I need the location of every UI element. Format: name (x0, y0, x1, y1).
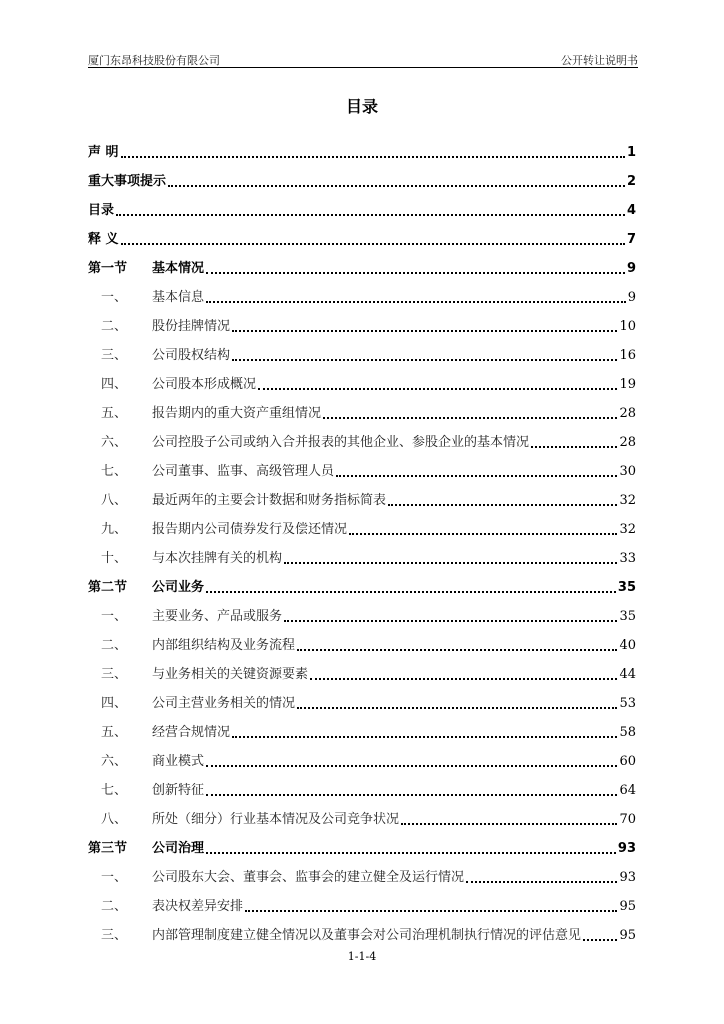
toc-leader-dots (466, 871, 617, 883)
toc-entry-label: 公司股权结构 (152, 348, 231, 363)
toc-entry-label: 股份挂牌情况 (152, 319, 231, 334)
toc-entry[interactable] (88, 509, 636, 538)
toc-entry-page: 93 (619, 870, 636, 885)
toc-entry-number: 二、 (101, 899, 128, 914)
toc-entry-number: 四、 (101, 377, 128, 392)
toc-entry-label: 公司治理 (152, 841, 205, 856)
toc-leader-dots (284, 552, 617, 564)
page-number: 1-1-4 (347, 950, 377, 963)
toc-entry[interactable] (88, 712, 636, 741)
toc-entry[interactable] (88, 451, 636, 480)
toc-entry[interactable] (88, 799, 636, 828)
toc-entry[interactable] (88, 190, 636, 219)
toc-entry-number: 十、 (101, 551, 128, 566)
toc-entry-number: 九、 (101, 522, 128, 537)
toc-leader-dots (232, 320, 617, 332)
toc-entry-page: 95 (619, 928, 636, 943)
page-header (88, 50, 638, 68)
toc-entry-label: 基本信息 (152, 290, 205, 305)
toc-entry-label: 最近两年的主要会计数据和财务指标简表 (152, 493, 387, 508)
toc-entry-label: 公司股本形成概况 (152, 377, 257, 392)
toc-entry-label: 公司控股子公司或纳入合并报表的其他企业、参股企业的基本情况 (152, 435, 530, 450)
toc-entry-page: 30 (619, 464, 636, 479)
toc-leader-dots (121, 146, 625, 158)
toc-entry-number: 二、 (101, 638, 128, 653)
toc-leader-dots (531, 436, 617, 448)
toc-entry[interactable] (88, 393, 636, 422)
toc-entry-page: 35 (619, 609, 636, 624)
toc-entry-number: 一、 (101, 290, 128, 305)
toc-leader-dots (258, 378, 617, 390)
toc-entry-number: 五、 (101, 406, 128, 421)
toc-entry-page: 10 (619, 319, 636, 334)
toc-entry-label: 主要业务、产品或服务 (152, 609, 283, 624)
toc-entry[interactable] (88, 277, 636, 306)
toc-leader-dots (121, 233, 625, 245)
toc-leader-dots (206, 262, 625, 274)
toc-leader-dots (245, 900, 617, 912)
toc-entry-number: 第一节 (88, 261, 128, 276)
toc-entry-label: 公司业务 (152, 580, 205, 595)
toc-entry-label: 报告期内的重大资产重组情况 (152, 406, 322, 421)
toc-entry-number: 第二节 (88, 580, 128, 595)
toc-entry-page: 19 (619, 377, 636, 392)
toc-entry[interactable] (88, 364, 636, 393)
table-of-contents (88, 132, 636, 944)
toc-entry[interactable] (88, 741, 636, 770)
toc-entry-page: 53 (619, 696, 636, 711)
toc-entry-page: 64 (619, 783, 636, 798)
toc-entry-number: 七、 (101, 464, 128, 479)
toc-entry-number: 七、 (101, 783, 128, 798)
toc-entry-number: 三、 (101, 348, 128, 363)
toc-entry-label: 目录 (88, 203, 115, 218)
toc-entry-label: 所处（细分）行业基本情况及公司竞争状况 (152, 812, 400, 827)
toc-leader-dots (206, 581, 616, 593)
toc-leader-dots (583, 929, 617, 941)
toc-entry-label: 报告期内公司债券发行及偿还情况 (152, 522, 348, 537)
toc-entry-page: 28 (619, 435, 636, 450)
toc-entry-page: 28 (619, 406, 636, 421)
toc-entry-page: 95 (619, 899, 636, 914)
toc-entry[interactable] (88, 683, 636, 712)
header-divider (88, 67, 638, 68)
toc-entry-number: 八、 (101, 812, 128, 827)
toc-entry-page: 2 (626, 174, 636, 189)
toc-entry[interactable] (88, 219, 636, 248)
toc-leader-dots (323, 407, 617, 419)
toc-entry[interactable] (88, 306, 636, 335)
toc-entry[interactable] (88, 915, 636, 944)
toc-leader-dots (310, 668, 617, 680)
company-name: 厦门东昂科技股份有限公司 (88, 54, 220, 67)
toc-leader-dots (206, 842, 616, 854)
toc-entry-number: 一、 (101, 609, 128, 624)
toc-entry-page: 32 (619, 493, 636, 508)
toc-entry-label: 经营合规情况 (152, 725, 231, 740)
toc-entry-label: 重大事项提示 (88, 174, 167, 189)
toc-entry[interactable] (88, 132, 636, 161)
toc-entry-label: 内部管理制度建立健全情况以及董事会对公司治理机制执行情况的评估意见 (152, 928, 582, 943)
toc-entry-label: 内部组织结构及业务流程 (152, 638, 296, 653)
toc-leader-dots (336, 465, 617, 477)
toc-leader-dots (232, 349, 617, 361)
toc-entry-label: 与本次挂牌有关的机构 (152, 551, 283, 566)
page-title: 目录 (345, 97, 378, 116)
toc-entry-label: 公司主营业务相关的情况 (152, 696, 296, 711)
toc-entry-page: 35 (617, 580, 636, 595)
toc-entry-number: 三、 (101, 667, 128, 682)
toc-entry-number: 一、 (101, 870, 128, 885)
toc-entry-page: 58 (619, 725, 636, 740)
toc-entry-label: 创新特征 (152, 783, 205, 798)
toc-entry[interactable] (88, 828, 636, 857)
toc-entry-number: 二、 (101, 319, 128, 334)
toc-entry[interactable] (88, 567, 636, 596)
toc-entry[interactable] (88, 596, 636, 625)
toc-entry[interactable] (88, 770, 636, 799)
toc-leader-dots (388, 494, 617, 506)
toc-leader-dots (297, 697, 617, 709)
toc-entry[interactable] (88, 248, 636, 277)
toc-leader-dots (401, 813, 617, 825)
toc-entry[interactable] (88, 625, 636, 654)
toc-entry-number: 四、 (101, 696, 128, 711)
toc-entry-number: 六、 (101, 435, 128, 450)
toc-entry-number: 八、 (101, 493, 128, 508)
toc-entry-label: 声 明 (88, 145, 119, 160)
toc-entry-page: 1 (626, 145, 636, 160)
toc-leader-dots (349, 523, 617, 535)
toc-leader-dots (206, 291, 626, 303)
toc-leader-dots (206, 784, 617, 796)
toc-entry-label: 表决权差异安排 (152, 899, 244, 914)
toc-entry[interactable] (88, 886, 636, 915)
toc-leader-dots (284, 610, 617, 622)
toc-entry-page: 9 (627, 290, 636, 305)
toc-entry[interactable] (88, 422, 636, 451)
toc-leader-dots (297, 639, 617, 651)
toc-entry-label: 公司股东大会、董事会、监事会的建立健全及运行情况 (152, 870, 465, 885)
toc-entry-number: 六、 (101, 754, 128, 769)
toc-entry-number: 五、 (101, 725, 128, 740)
toc-entry[interactable] (88, 161, 636, 190)
toc-entry-page: 9 (626, 261, 636, 276)
toc-entry-label: 与业务相关的关键资源要素 (152, 667, 309, 682)
toc-entry[interactable] (88, 480, 636, 509)
toc-entry-page: 33 (619, 551, 636, 566)
toc-entry-page: 44 (619, 667, 636, 682)
toc-entry[interactable] (88, 654, 636, 683)
toc-entry-page: 93 (617, 841, 636, 856)
toc-entry-label: 基本情况 (152, 261, 205, 276)
toc-entry-label: 商业模式 (152, 754, 205, 769)
toc-entry[interactable] (88, 857, 636, 886)
toc-entry-label: 公司董事、监事、高级管理人员 (152, 464, 335, 479)
toc-leader-dots (168, 175, 625, 187)
toc-entry[interactable] (88, 335, 636, 364)
toc-entry-number: 第三节 (88, 841, 128, 856)
toc-entry[interactable] (88, 538, 636, 567)
toc-entry-page: 4 (626, 203, 636, 218)
toc-entry-page: 40 (619, 638, 636, 653)
document-type: 公开转让说明书 (561, 54, 638, 67)
toc-entry-page: 70 (619, 812, 636, 827)
toc-leader-dots (206, 755, 617, 767)
toc-entry-label: 释 义 (88, 232, 119, 247)
toc-leader-dots (232, 726, 617, 738)
toc-entry-page: 7 (626, 232, 636, 247)
toc-entry-number: 三、 (101, 928, 128, 943)
toc-entry-page: 16 (619, 348, 636, 363)
toc-leader-dots (116, 204, 625, 216)
toc-entry-page: 60 (619, 754, 636, 769)
toc-entry-page: 32 (619, 522, 636, 537)
